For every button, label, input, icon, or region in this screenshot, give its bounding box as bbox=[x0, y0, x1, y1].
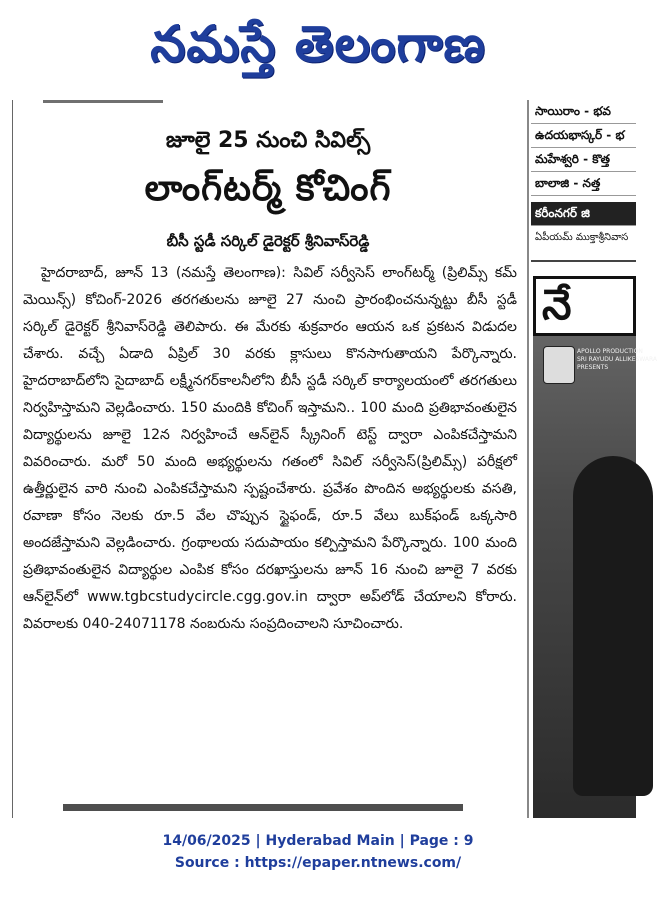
article-byline: బీసీ స్టడీ సర్కిల్ డైరెక్టర్ శ్రీనివాస్‌రెడ్డి bbox=[166, 232, 370, 250]
previous-article-fragment bbox=[43, 100, 163, 109]
ad-banner-text: నే bbox=[533, 276, 636, 336]
classified-row: సాయిరాం - భవ bbox=[531, 100, 636, 124]
ad-credit-line: PRESENTS bbox=[577, 364, 609, 371]
masthead bbox=[0, 0, 636, 92]
classifieds-column bbox=[531, 100, 636, 262]
newspaper-title: నమస్తే తెలంగాణ bbox=[150, 14, 486, 73]
classified-row: ఉదయభాస్కర్ - భ bbox=[531, 124, 636, 148]
ad-credits bbox=[577, 348, 657, 372]
ad-figure-image bbox=[573, 456, 653, 796]
next-article-fragment bbox=[63, 804, 463, 827]
source-info: Source : https://epaper.ntnews.com/ bbox=[174, 855, 462, 871]
article-kicker: జూలై 25 నుంచి సివిల్స్ bbox=[165, 128, 371, 153]
article-body: హైదరాబాద్, జూన్ 13 (నమస్తే తెలంగాణ): సివిల్ సర్వీసెస్ లాంగ్‌టర్మ్ (ప్రిలిమ్స్ కమ్ మెయిన్స్) కోచింగ్-2026 తరగతులను జూలై 27 నుంచి ప్రారంభించనున్నట్టు బీసీ స్టడీ సర్కిల్ డైరెక్టర్ శ్రీనివాస్‌రెడ్డి తెలిపారు. ఈ మేరకు శుక్రవారం ఆయన ఒక ప్రకటన విడుదల చేశారు. వచ్చే ఏడాది ఏప్రిల్ 30 వరకు క్లాసులు కొనసాగుతాయని పేర్కొన్నారు. హైదరాబాద్‌లోని సైదాబాద్ లక్ష్మీనగర్‌కాలనీలోని బీసీ స్టడీ సర్కిల్ కార్యాలయంలో తరగతులు నిర్వహిస్తామని వెల్లడించారు. 150 మందికి కోచింగ్ ఇస్తామని.. 100 మంది ప్రతిభావంతులైన విద్యార్థులను జూలై 12న నిర్వహించే ఆన్‌లైన్ స్క్రీనింగ్ టెస్ట్ ద్వారా ఎంపికచేస్తామని వివరించారు. మరో 50 మంది అభ్యర్థులను గతంలో సివిల్ సర్వీసెస్(ప్రిలిమ్స్) పరీక్షలో ఉత్తీర్ణులైన వారి నుంచి ఎంపికచేస్తామని స్పష్టంచేశారు. ప్రవేశం పొందిన అభ్యర్థులకు వసతి, రవాణా కోసం నెలకు రూ.5 వేల చొప్పున స్టైఫండ్, రూ.5 వేలు బుక్‌ఫండ్ ఒక్కసారి అందజేస్తామని వెల్లడించారు. గ్రంథాలయ సదుపాయం కల్పిస్తామని పేర్కొన్నారు. 100 మంది ప్రతిభావంతులైన విద్యార్థుల ఎంపిక కోసం దరఖాస్తులను జూన్ 16 నుంచి జూలై 7 వరకు ఆన్‌లైన్‌లో www.tgbcstudycircle.cgg.gov.in ద్వారా అప్‌లోడ్ చేయాలని కోరారు. వివరాలకు 040-24071178 నంబరును సంప్రదించాలని సూచించారు. bbox=[23, 265, 517, 632]
column-divider bbox=[527, 100, 529, 818]
classified-highlight: కరీంనగర్ జి bbox=[531, 202, 636, 226]
movie-advertisement bbox=[533, 276, 657, 818]
ad-credit-line: APOLLO PRODUCTION bbox=[577, 348, 643, 355]
ad-credit-line: SRI RAYUDU ALLIKESWARA bbox=[577, 356, 657, 363]
article-headline: లాంగ్‌టర్మ్ కోచింగ్ bbox=[144, 168, 392, 209]
production-logo-icon bbox=[543, 346, 575, 384]
classified-row: మహేశ్వరి - కొత్త bbox=[531, 148, 636, 172]
classified-row: బాలాజి - నత్త bbox=[531, 172, 636, 196]
page-footer bbox=[0, 830, 636, 874]
edition-info: 14/06/2025 | Hyderabad Main | Page : 9 bbox=[162, 833, 474, 849]
page-clipping bbox=[0, 100, 657, 818]
news-article bbox=[12, 100, 523, 818]
classified-small-text: ఏపీయమ్ ముక్తాశ్రీనివాస bbox=[535, 232, 629, 243]
